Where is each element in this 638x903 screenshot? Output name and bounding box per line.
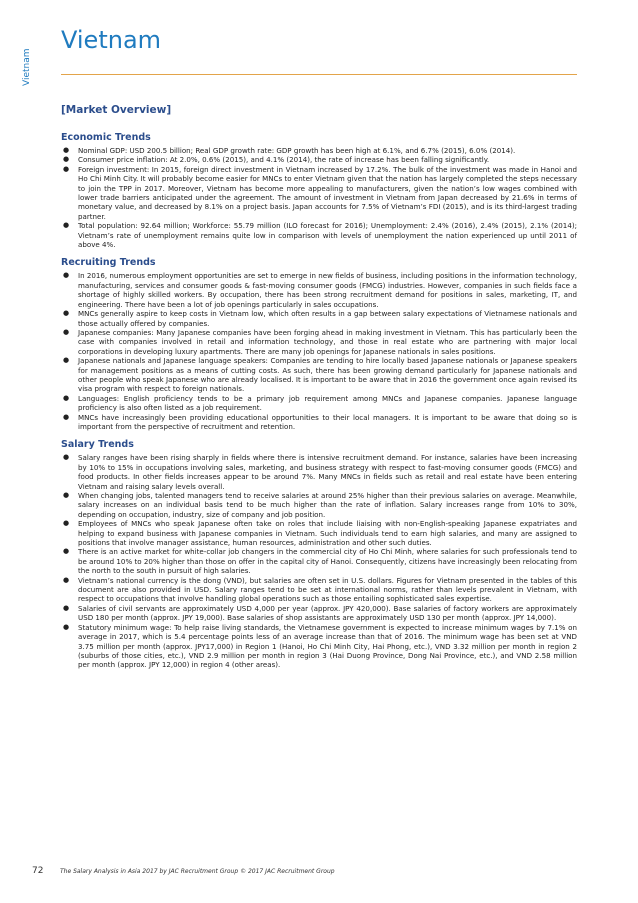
bullet-icon: ● (63, 547, 70, 556)
section-heading: Salary Trends (61, 439, 134, 451)
list-item: ● Salaries of civil servants are approximately USD 4,000 per year (approx. JPY 420,000). Base salaries of factory workers are approximately USD 180 per month (approx. JPY 19,000). Base salaries of shop assistants are approximately USD 130 per month (approx. JPY 14,000). (63, 603, 577, 623)
list-item: ● Languages: English proficiency tends to be a primary job requirement among MNCs and Japanese companies. Japanese language proficiency is also often listed as a job requirement. (63, 393, 577, 413)
bullet-list (61, 453, 577, 669)
list-item: ● Total population: 92.64 million; Workforce: 55.79 million (ILO forecast for 2016); Unemployment: 2.4% (2016), 2.4% (2015), 2.1% (2014); Vietnam’s rate of unemployment remains quite low in comparison with levels of unemployment the nation experienced up until 2011 of above 4%. (63, 221, 577, 250)
page-footer (32, 866, 592, 876)
bullet-icon: ● (63, 603, 70, 612)
bullet-icon: ● (63, 491, 70, 499)
page-title: Vietnam (61, 26, 162, 54)
title-divider (61, 74, 577, 75)
list-item: ● Consumer price inflation: At 2.0%, 0.6% (2015), and 4.1% (2014), the rate of increase has been falling significantly. (63, 155, 490, 165)
side-section-label: Vietnam (22, 48, 32, 86)
bullet-list (61, 146, 577, 249)
bullet-icon: ● (63, 327, 70, 336)
section-heading: Economic Trends (61, 132, 151, 143)
bullet-icon: ● (63, 155, 70, 164)
bullet-icon: ● (63, 146, 70, 154)
page-number: 72 (32, 866, 44, 876)
list-item: ● MNCs have increasingly been providing educational opportunities to their local managers. It is important to be aware that doing so is important from the perspective of recruitment and retention. (63, 412, 577, 431)
list-item: ● Japanese companies: Many Japanese companies have been forging ahead in making investment in Vietnam. This has particularly been the case with companies involved in retail and information technology, and those in real estate who are partnering with major local corporations in developing luxury apartments. There are many job openings for Japanese nationals in sales positions. (63, 327, 577, 356)
bullet-icon: ● (63, 271, 70, 280)
bullet-icon: ● (63, 164, 70, 173)
footer-copyright: The Salary Analysis in Asia 2017 by JAC Recruitment Group © 2017 JAC Recruitment Group (60, 868, 335, 875)
list-item: ● MNCs generally aspire to keep costs in Vietnam low, which often results in a gap between salary expectations of Vietnamese nationals and those actually offered by companies. (63, 309, 577, 328)
bullet-icon: ● (63, 519, 70, 528)
economic-trends-section (61, 132, 577, 249)
list-item: ● In 2016, numerous employment opportunities are set to emerge in new fields of business, including positions in the information technology, manufacturing, services and consumer goods & fast-moving consumer goods (FMCG) industries. However, companies in such fields face a shortage of highly skilled workers. By occupation, there has been strong recruitment demand for positions in sales, marketing, IT, and engineering. There have been a lot of job openings particularly in sales occupations. (63, 271, 577, 309)
list-item: ● Japanese nationals and Japanese language speakers: Companies are tending to hire locally based Japanese nationals or Japanese speakers for management positions as a means of cutting costs. As such, there has been growing demand particularly for Japanese nationals and other people who speak Japanese who are already localised. It is important to be aware that in 2016 the government once again revised its visa program with respect to foreign nationals. (63, 356, 577, 394)
list-item: ● Nominal GDP: USD 200.5 billion; Real GDP growth rate: GDP growth has been high at 6.1%, and 6.7% (2015), 6.0% (2014). (63, 146, 516, 155)
list-item: ● When changing jobs, talented managers tend to receive salaries at around 25% higher than their previous salaries on average. Meanwhile, salary increases on an individual basis tend to be much higher than the rate of inflation. Salary increases range from 10% to 30%, depending on occupation, industry, size of company and job position. (63, 491, 577, 519)
bullet-icon: ● (63, 309, 70, 318)
section-heading: Recruiting Trends (61, 257, 156, 269)
list-item: ● Employees of MNCs who speak Japanese often take on roles that include liaising with non-English-speaking Japanese expatriates and helping to expand business with Japanese companies in Vietnam. Such individuals tend to earn high salaries, and many are assigned to positions that involve manager assistance, human resources, administration and other such duties. (63, 519, 577, 548)
recruiting-trends-section (61, 257, 577, 431)
bullet-icon: ● (63, 221, 70, 230)
document-body (61, 104, 577, 678)
bullet-list (61, 271, 577, 431)
list-item: ● Salary ranges have been rising sharply in fields where there is intensive recruitment demand. For instance, salaries have been increasing by 10% to 15% in occupations involving sales, marketing, and business strategy with respect to fast-moving consumer goods (FMCG) and food products. In other fields increases appear to be around 7%. Many MNCs in fields such as retail and real estate have been entering Vietnam and raising salary levels overall. (63, 453, 577, 491)
bullet-icon: ● (63, 393, 70, 402)
list-item: ● Foreign investment: In 2015, foreign direct investment in Vietnam increased by 17.2%. The bulk of the investment was made in Hanoi and Ho Chi Minh City. It will probably become easier for MNCs to enter Vietnam given that the nation has largely completed the steps necessary to join the TPP in 2017. Moreover, Vietnam has become more appealing to manufacturers, given the nation’s low wages combined with lower trade barriers anticipated under the agreement. The amount of investment in Vietnam from Japan decreased by 21.6% in terms of monetary value, and decreased by 8.1% on a project basis. Japan accounts for 7.5% of Vietnam’s FDI (2015), and is its third-largest trading partner. (63, 164, 577, 221)
bullet-icon: ● (63, 622, 70, 631)
list-item: ● Statutory minimum wage: To help raise living standards, the Vietnamese government is expected to increase minimum wages by 7.1% on average in 2017, which is 5.4 percentage points less of an average increase than that of 2016. The minimum wage has been set at VND 3.75 million per month (approx. JPY17,000) in Region 1 (Hanoi, Ho Chi Minh City, Hai Phong, etc.), VND 3.32 million per month in region 2 (suburbs of those cities, etc.), VND 2.9 million per month in region 3 (Hai Duong Province, Dong Nai Province, etc.), and VND 2.58 million per month (approx. JPY 12,000) in region 4 (other areas). (63, 622, 577, 670)
list-item: ● Vietnam’s national currency is the dong (VND), but salaries are often set in U.S. dollars. Figures for Vietnam presented in the tables of this document are also provided in USD. Salary ranges tend to be set at international norms, rather than levels prevalent in Vietnam, with respect to occupations that involve handling global operations such as those entailing sophisticated sales expertise. (63, 575, 577, 604)
bullet-icon: ● (63, 356, 70, 365)
bullet-icon: ● (63, 575, 70, 584)
bullet-icon: ● (63, 453, 70, 462)
list-item: ● There is an active market for white-collar job changers in the commercial city of Ho Chi Minh, where salaries for such professionals tend to be around 10% to 20% higher than those on offer in the capital city of Hanoi. Consequently, citizens have increasingly been relocating from the north to the south in pursuit of high salaries. (63, 547, 577, 576)
salary-trends-section (61, 439, 577, 669)
bullet-icon: ● (63, 412, 70, 421)
market-overview-heading: [Market Overview] (61, 104, 172, 116)
